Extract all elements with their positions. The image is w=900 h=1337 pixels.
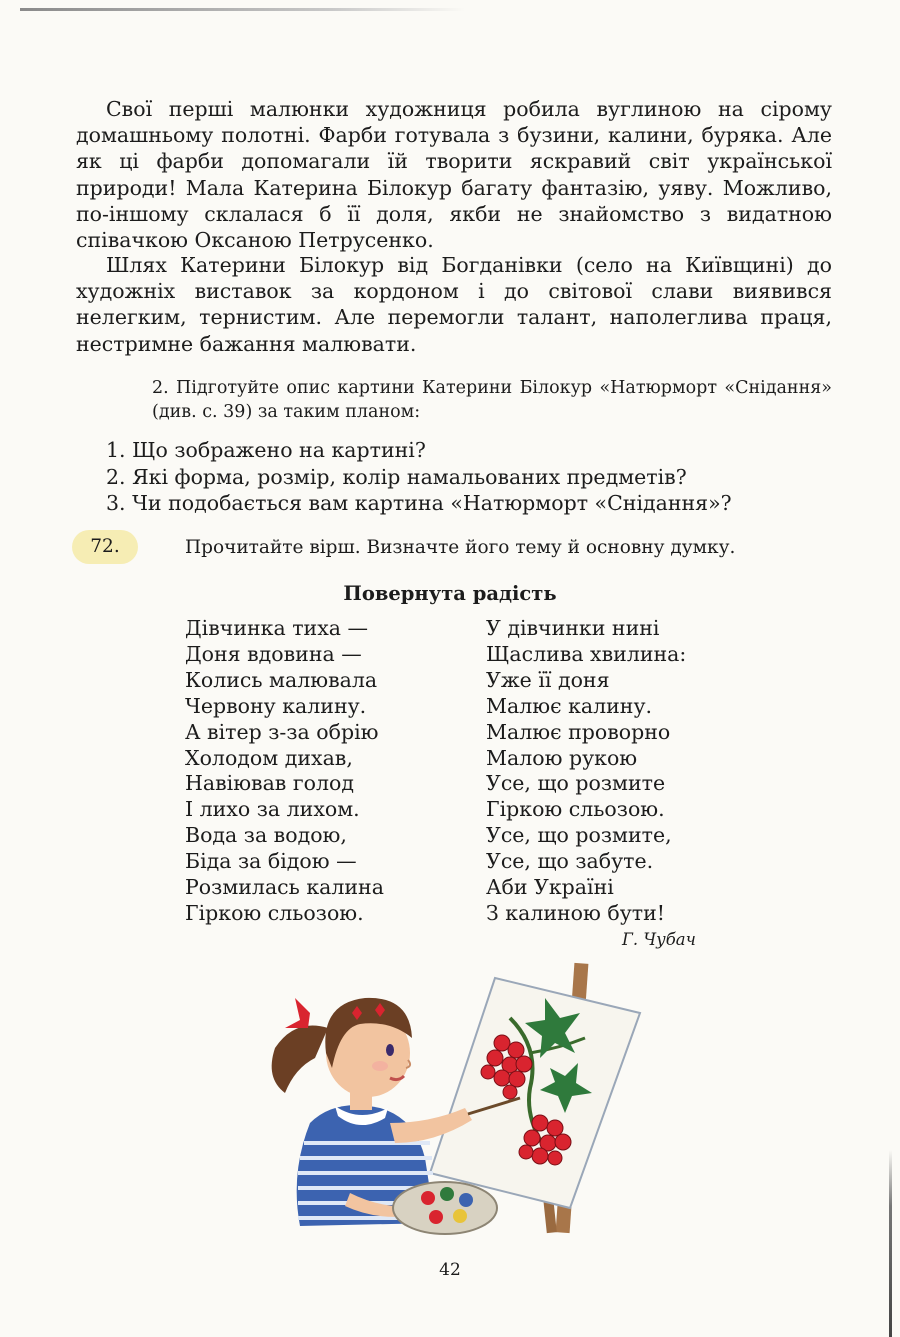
poem-line: У дівчинки нині <box>486 616 660 640</box>
poem-line: Дівчинка тиха — <box>185 616 368 640</box>
poem-line: Малює проворно <box>486 719 671 744</box>
poem-line: Розмилась калина <box>185 875 384 900</box>
task-2-text: 2. Підготуйте опис картини Катерини Білокур «Натюрморт «Снідання» (див. с. 39) за таким планом: <box>152 378 832 422</box>
poem-line: Аби Україні <box>486 875 614 900</box>
page-number: 42 <box>439 1260 461 1280</box>
intro-paragraph-1: Свої перші малюнки художниця робила вуглиною на сірому домашньому полотні. Фарби готувала з бузини, калини, буряка. Але як ці фарби допомагали їй творити яскравий світ української природи! Мала Катерина Білокур багату фантазію, уяву. Можливо, по-іншому склалася б її доля, якби не знайомство з видатною співачкою Оксаною Петрусенко. <box>76 97 832 253</box>
poem-line: Усе, що забуте. <box>486 849 654 874</box>
poem-author: Г. Чубач <box>622 930 696 949</box>
poem-line: Колись малювала <box>185 667 378 692</box>
scan-edge-top <box>20 8 465 11</box>
poem-line: Усе, що розмите, <box>486 823 672 848</box>
poem-line: Навіював голод <box>185 771 354 796</box>
intro-paragraph-2: Шлях Катерини Білокур від Богданівки (село на Київщині) до художніх виставок за кордоном і до світової слави виявився нелегким, тернистим. Але перемогли талант, наполеглива праця, нестримне бажання малювати. <box>76 253 832 356</box>
poem-title: Повернута радість <box>343 582 557 605</box>
poem-line: Холодом дихав, <box>185 745 353 770</box>
poem-line: Гіркою сльозою. <box>486 797 665 822</box>
poem-line: Вода за водою, <box>185 823 347 848</box>
poem-line: Червону калину. <box>185 693 367 718</box>
poem-line: І лихо за лихом. <box>185 797 360 822</box>
paint-palette <box>393 1182 497 1234</box>
poem-line: А вітер з-за обрію <box>185 719 379 744</box>
poem-line: Усе, що розмите <box>486 771 666 796</box>
poem-left-column <box>185 616 384 927</box>
easel-canvas <box>430 978 640 1208</box>
poem-line: Доня вдовина — <box>185 641 362 666</box>
poem-right-column <box>486 616 686 927</box>
poem-line: Щаслива хвилина: <box>486 641 687 666</box>
plan-item: 1. Що зображено на картині? <box>106 438 426 462</box>
ribbon-icon <box>285 998 310 1028</box>
plan-item: 3. Чи подобається вам картина «Натюрморт «Снідання»? <box>106 491 732 515</box>
poem-line: Малює калину. <box>486 693 653 718</box>
poem-line: Біда за бідою — <box>185 849 357 874</box>
poem-line: Гіркою сльозою. <box>185 900 364 925</box>
poem-line: Малою рукою <box>486 745 638 770</box>
girl-painting-illustration <box>240 958 660 1238</box>
plan-item: 2. Які форма, розмір, колір намальованих предметів? <box>106 464 687 489</box>
poem-line: Уже її доня <box>486 667 610 692</box>
description-plan <box>106 437 826 517</box>
exercise-instruction: Прочитайте вірш. Визначте його тему й основну думку. <box>185 537 736 558</box>
exercise-number: 72. <box>72 530 138 564</box>
poem-line: З калиною бути! <box>486 900 666 925</box>
scan-edge-right <box>889 1150 892 1337</box>
